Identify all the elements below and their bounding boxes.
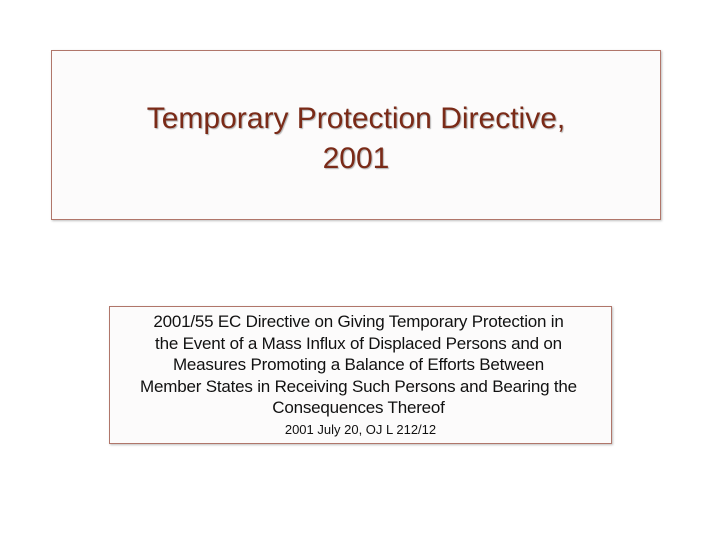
title-box [51, 50, 661, 220]
citation: 2001 July 20, OJ L 212/12 [284, 421, 437, 437]
subtitle-line: Consequences Thereof [272, 398, 445, 417]
subtitle-box [109, 306, 612, 444]
subtitle-line: 2001/55 EC Directive on Giving Temporary Protection in [153, 312, 564, 331]
subtitle-line: Member States in Receiving Such Persons and Bearing the [140, 376, 577, 396]
subtitle-line: Measures Promoting a Balance of Efforts Between [172, 355, 545, 374]
directive-description [108, 311, 609, 419]
title-line-2: 2001 [322, 142, 390, 175]
subtitle-line: the Event of a Mass Influx of Displaced Persons and on [155, 333, 562, 353]
page-title [147, 99, 565, 179]
title-line-1: Temporary Protection Directive, [146, 102, 566, 135]
